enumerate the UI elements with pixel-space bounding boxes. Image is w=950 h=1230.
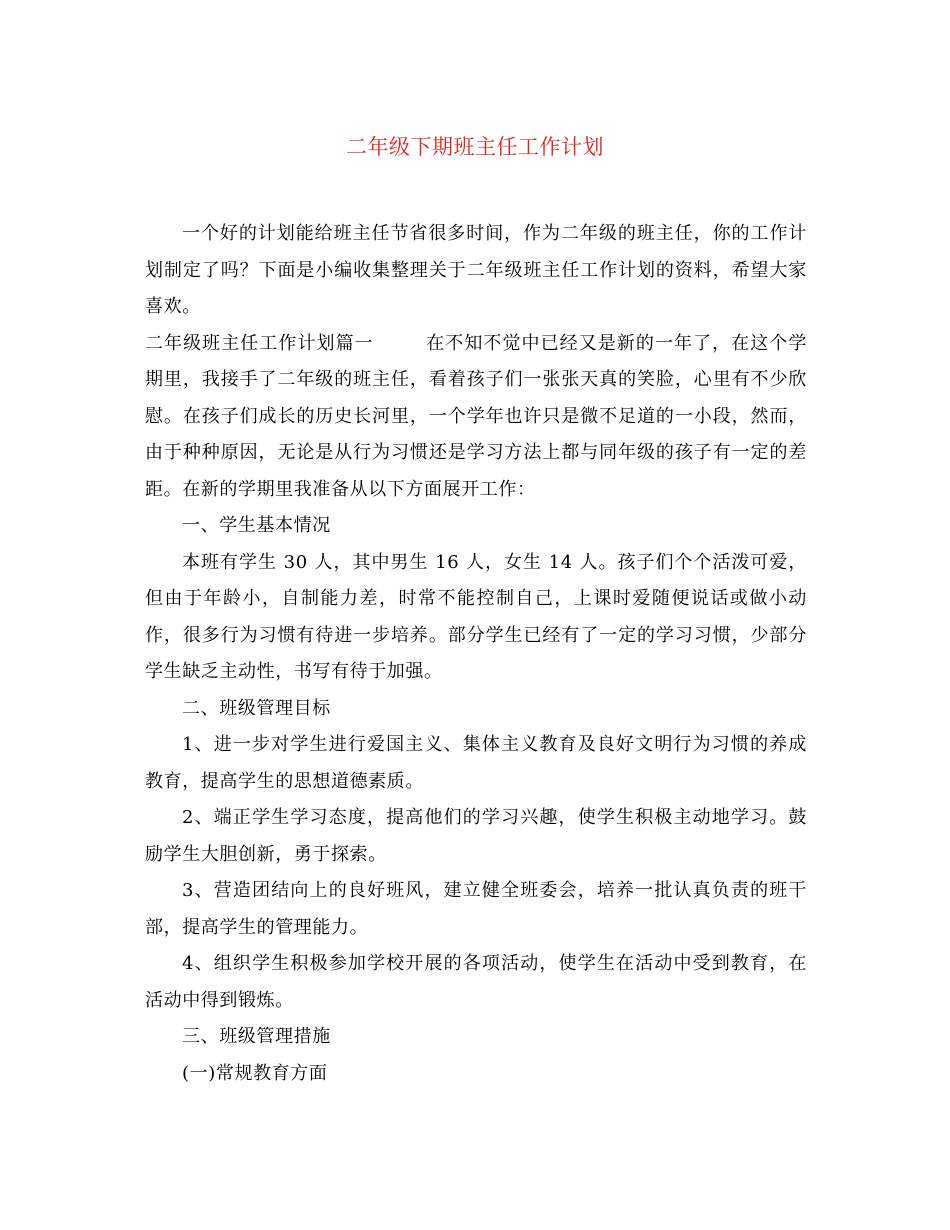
goal-item-4: 4、组织学生积极参加学校开展的各项活动，使学生在活动中受到教育，在活动中得到锻炼。 <box>145 953 807 1011</box>
article-opening-text: 在不知不觉中已经又是新的一年了，在这个学期里，我接手了二年级的班主任，看着孩子们一张张天真的笑脸，心里有不少欣慰。在孩子们成长的历史长河里，一个学年也许只是微不足道的一小段，然而，由于种种原因，无论是从行为习惯还是学习方法上都与同年级的孩子有一定的差距。在新的学期里我准备从以下方面展开工作： <box>145 332 807 500</box>
intro-paragraph: 一个好的计划能给班主任节省很多时间，作为二年级的班主任，你的工作计划制定了吗？下面是小编收集整理关于二年级班主任工作计划的资料，希望大家喜欢。 <box>145 223 807 317</box>
student-info-paragraph: 本班有学生 30 人，其中男生 16 人，女生 14 人。孩子们个个活泼可爱，但由于年龄小，自制能力差，时常不能控制自己，上课时爱随便说话或做小动作，很多行为习惯有待进一步培养。部分学生已经有了一定的学习习惯，少部分学生缺乏主动性，书写有待于加强。 <box>145 551 807 682</box>
article-heading: 二年级班主任工作计划篇一 <box>145 332 374 354</box>
goal-item-2: 2、端正学生学习态度，提高他们的学习兴趣，使学生积极主动地学习。鼓励学生大胆创新，勇于探索。 <box>145 807 807 865</box>
goal-item-1: 1、进一步对学生进行爱国主义、集体主义教育及良好文明行为习惯的养成教育，提高学生的思想道德素质。 <box>145 734 807 792</box>
document-title: 二年级下期班主任工作计划 <box>346 135 604 159</box>
subsection-heading-routine-education: (一)常规教育方面 <box>182 1062 328 1084</box>
section-heading-management-goals: 二、班级管理目标 <box>182 697 331 719</box>
document-body <box>145 216 807 1092</box>
section-heading-management-measures: 三、班级管理措施 <box>182 1026 331 1047</box>
article-opening-paragraph <box>145 326 807 509</box>
goal-item-3: 3、营造团结向上的良好班风，建立健全班委会，培养一批认真负责的班干部，提高学生的管理能力。 <box>145 880 807 938</box>
section-heading-student-info: 一、学生基本情况 <box>182 515 331 536</box>
